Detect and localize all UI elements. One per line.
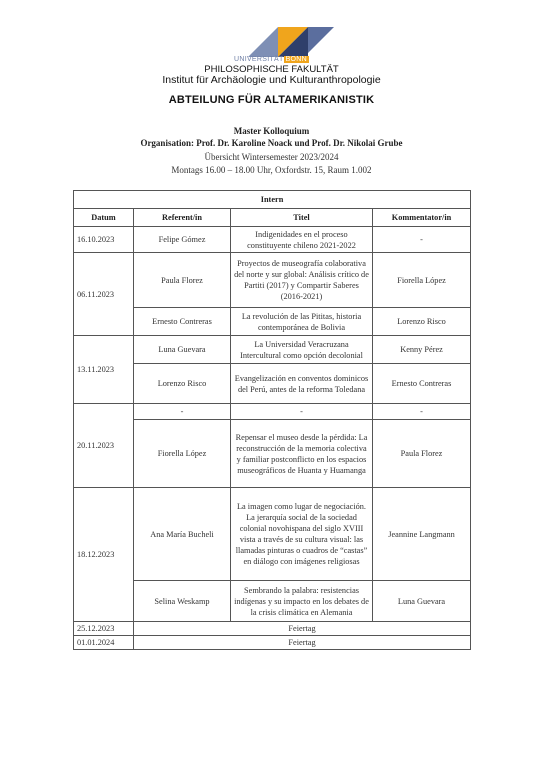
commentator-cell: Kenny Pérez <box>373 336 471 364</box>
table-row <box>74 622 471 636</box>
title-cell: La revolución de las Pititas, historia contemporánea de Bolivia <box>231 308 373 336</box>
table-row <box>74 581 471 622</box>
title-cell: - <box>231 404 373 420</box>
speaker-cell: Fiorella López <box>134 420 231 488</box>
commentator-cell: Luna Guevara <box>373 581 471 622</box>
speaker-cell: - <box>134 404 231 420</box>
col-header-speaker: Referent/in <box>134 209 231 227</box>
date-cell: 25.12.2023 <box>74 622 134 636</box>
title-cell: Repensar el museo desde la pérdida: La reconstrucción de la memoria colectiva y familiar postconflicto en los espacios museográficos de Huanta y Huamanga <box>231 420 373 488</box>
table-row <box>74 364 471 404</box>
commentator-cell: - <box>373 227 471 253</box>
title-cell: Evangelización en conventos dominicos del Perú, antes de la reforma Toledana <box>231 364 373 404</box>
logo-text-bonn: BONN <box>285 56 308 63</box>
section-header: Intern <box>74 191 471 209</box>
date-cell: 20.11.2023 <box>74 404 134 488</box>
logo-triangle-light <box>248 27 278 57</box>
holiday-cell: Feiertag <box>134 636 471 650</box>
title-cell: La Universidad Veracruzana Intercultural como opción decolonial <box>231 336 373 364</box>
university-logo <box>248 27 334 57</box>
logo-wordmark <box>0 56 543 63</box>
col-header-commentator: Kommentator/in <box>373 209 471 227</box>
date-cell: 18.12.2023 <box>74 488 134 622</box>
institute-name: Institut für Archäologie und Kulturanthropologie <box>162 74 381 86</box>
commentator-cell: - <box>373 404 471 420</box>
date-cell: 01.01.2024 <box>74 636 134 650</box>
colloquium-title: Master Kolloquium <box>233 126 310 136</box>
commentator-cell: Fiorella López <box>373 253 471 308</box>
table-row <box>74 636 471 650</box>
table-row <box>74 336 471 364</box>
table-row <box>74 488 471 581</box>
col-header-date: Datum <box>74 209 134 227</box>
title-cell: Proyectos de museografía colaborativa del norte y sur global: Análisis crítico de Partiti (2017) y Compartir Saberes (2016-2021) <box>231 253 373 308</box>
holiday-cell: Feiertag <box>134 622 471 636</box>
table-row <box>74 420 471 488</box>
date-cell: 16.10.2023 <box>74 227 134 253</box>
schedule-table <box>73 190 471 650</box>
speaker-cell: Selina Weskamp <box>134 581 231 622</box>
commentator-cell: Jeannine Langmann <box>373 488 471 581</box>
commentator-cell: Ernesto Contreras <box>373 364 471 404</box>
title-cell: Indigenidades en el proceso constituyente chileno 2021-2022 <box>231 227 373 253</box>
table-row <box>74 253 471 308</box>
date-cell: 13.11.2023 <box>74 336 134 404</box>
date-cell: 06.11.2023 <box>74 253 134 336</box>
speaker-cell: Luna Guevara <box>134 336 231 364</box>
commentator-cell: Paula Florez <box>373 420 471 488</box>
schedule-info: Montags 16.00 – 18.00 Uhr, Oxfordstr. 15, Raum 1.002 <box>171 165 372 175</box>
speaker-cell: Ana María Bucheli <box>134 488 231 581</box>
section-row <box>74 191 471 209</box>
commentator-cell: Lorenzo Risco <box>373 308 471 336</box>
logo-text-universitaet: UNIVERSITÄT <box>233 56 284 63</box>
department-title: ABTEILUNG FÜR ALTAMERIKANISTIK <box>168 94 375 106</box>
col-header-title: Titel <box>231 209 373 227</box>
column-header-row <box>74 209 471 227</box>
table-row <box>74 227 471 253</box>
organisers: Organisation: Prof. Dr. Karoline Noack und Prof. Dr. Nikolai Grube <box>140 138 403 148</box>
speaker-cell: Ernesto Contreras <box>134 308 231 336</box>
speaker-cell: Paula Florez <box>134 253 231 308</box>
speaker-cell: Lorenzo Risco <box>134 364 231 404</box>
faculty-name: PHILOSOPHISCHE FAKULTÄT <box>204 64 339 75</box>
title-cell: La imagen como lugar de negociación. La jerarquía social de la sociedad colonial novohispana del siglo XVIII vista a través de su cultura visual: las llamadas pinturas o cuadros de “castas” en diálogo con imágenes religiosas <box>231 488 373 581</box>
title-cell: Sembrando la palabra: resistencias indígenas y su impacto en los debates de la crisis climática en Alemania <box>231 581 373 622</box>
table-row <box>74 404 471 420</box>
speaker-cell: Felipe Gómez <box>134 227 231 253</box>
table-row <box>74 308 471 336</box>
semester: Übersicht Wintersemester 2023/2024 <box>204 152 339 162</box>
logo-triangle-blue <box>308 27 334 53</box>
